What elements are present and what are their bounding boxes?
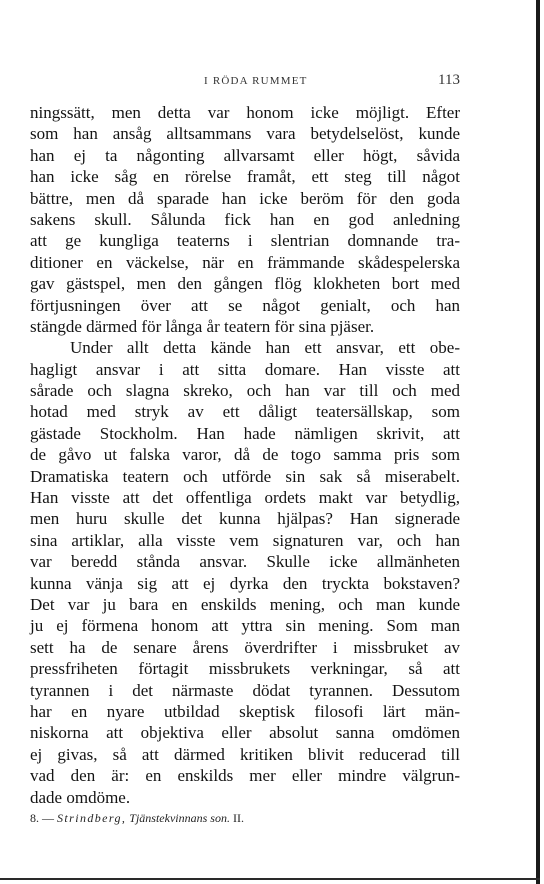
text-line: var beredd stånda ansvar. Skulle icke allmänheten — [30, 552, 460, 572]
text-line: han ej ta någonting allvarsamt eller högt, såvida — [30, 145, 460, 165]
text-line: gästade Stockholm. Han hade nämligen skrivit, att — [30, 423, 460, 443]
text-line: dade omdöme. — [30, 787, 131, 807]
text-line: ej givas, så att därmed kritiken blivit reducerad till — [30, 744, 460, 764]
text-line: niskorna att objektiva eller absolut sanna omdömen — [30, 723, 460, 743]
text-line: sina artiklar, alla visste vem signaturen var, och han — [30, 530, 460, 550]
text-line: förtjusningen över att se något genialt, och han — [30, 295, 460, 315]
text-line: Dramatiska teatern och utförde sin sak så miserabelt. — [30, 466, 460, 486]
running-header — [30, 72, 460, 92]
text-line: Han visste att det offentliga ordets makt var betydlig, — [30, 488, 460, 508]
footer-book-title: Tjänstekvinnans son. — [129, 811, 230, 825]
text-line: sakens skull. Sålunda fick han en god anledning — [30, 209, 460, 229]
body-text — [30, 102, 460, 808]
text-line: Det var ju bara en enskilds mening, och man kunde — [30, 594, 460, 614]
text-line: att ge kungliga teaterns i slentrian domnande tra- — [30, 231, 460, 251]
footer-volume: II. — [232, 811, 244, 825]
text-line: har en nyare utbildad skeptisk filosofi lärt män- — [30, 701, 460, 721]
page-number: 113 — [438, 72, 460, 88]
text-line: han icke såg en rörelse framåt, ett steg till något — [30, 167, 460, 187]
text-line: stängde därmed för långa år teatern för sina pjäser. — [30, 316, 375, 336]
text-line: hagligt ansvar i att sitta domare. Han visste att — [30, 359, 460, 379]
page-edge-right — [536, 0, 540, 884]
text-line: som han ansåg alltsammans vara betydelselöst, kunde — [30, 124, 460, 144]
text-line: sett ha de senare årens överdrifter i missbruket av — [30, 637, 460, 657]
text-line: hotad med stryk av ett dåligt teatersällskap, som — [30, 402, 460, 422]
text-line: vad den är: en enskilds mer eller mindre välgrun- — [30, 766, 460, 786]
text-line: sårade och slagna skreko, och han var till och med — [30, 381, 460, 401]
text-line: ju ej förmena honom att yttra sin mening. Som man — [30, 616, 460, 636]
text-line: gav gästspel, men den gången flög klokheten bort med — [30, 274, 460, 294]
text-line: Under allt detta kände han ett ansvar, ett obe- — [70, 338, 460, 358]
text-line: kunna vänja sig att ej dyrka den tryckta bokstaven? — [30, 573, 460, 593]
signature-mark: 8. — — [30, 811, 54, 825]
text-line: pressfriheten förtagit missbrukets verkningar, så att — [30, 659, 460, 679]
text-line: bättre, men då sparade han icke beröm för den goda — [30, 188, 460, 208]
text-line: de gåvo ut falska varor, då de togo samma pris som — [30, 445, 460, 465]
footer-author: Strindberg, — [57, 811, 127, 825]
text-line: tyrannen i det närmaste dödat tyrannen. Dessutom — [30, 680, 460, 700]
page-edge-bottom — [0, 878, 540, 880]
text-line: ningssätt, men detta var honom icke möjligt. Efter — [30, 103, 460, 122]
text-line: men huru skulle det kunna hjälpas? Han signerade — [30, 509, 460, 529]
text-line: ditioner en väckelse, när en främmande skådespelerska — [30, 252, 460, 272]
running-title: I RÖDA RUMMET — [204, 75, 308, 87]
signature-footer — [30, 811, 244, 826]
